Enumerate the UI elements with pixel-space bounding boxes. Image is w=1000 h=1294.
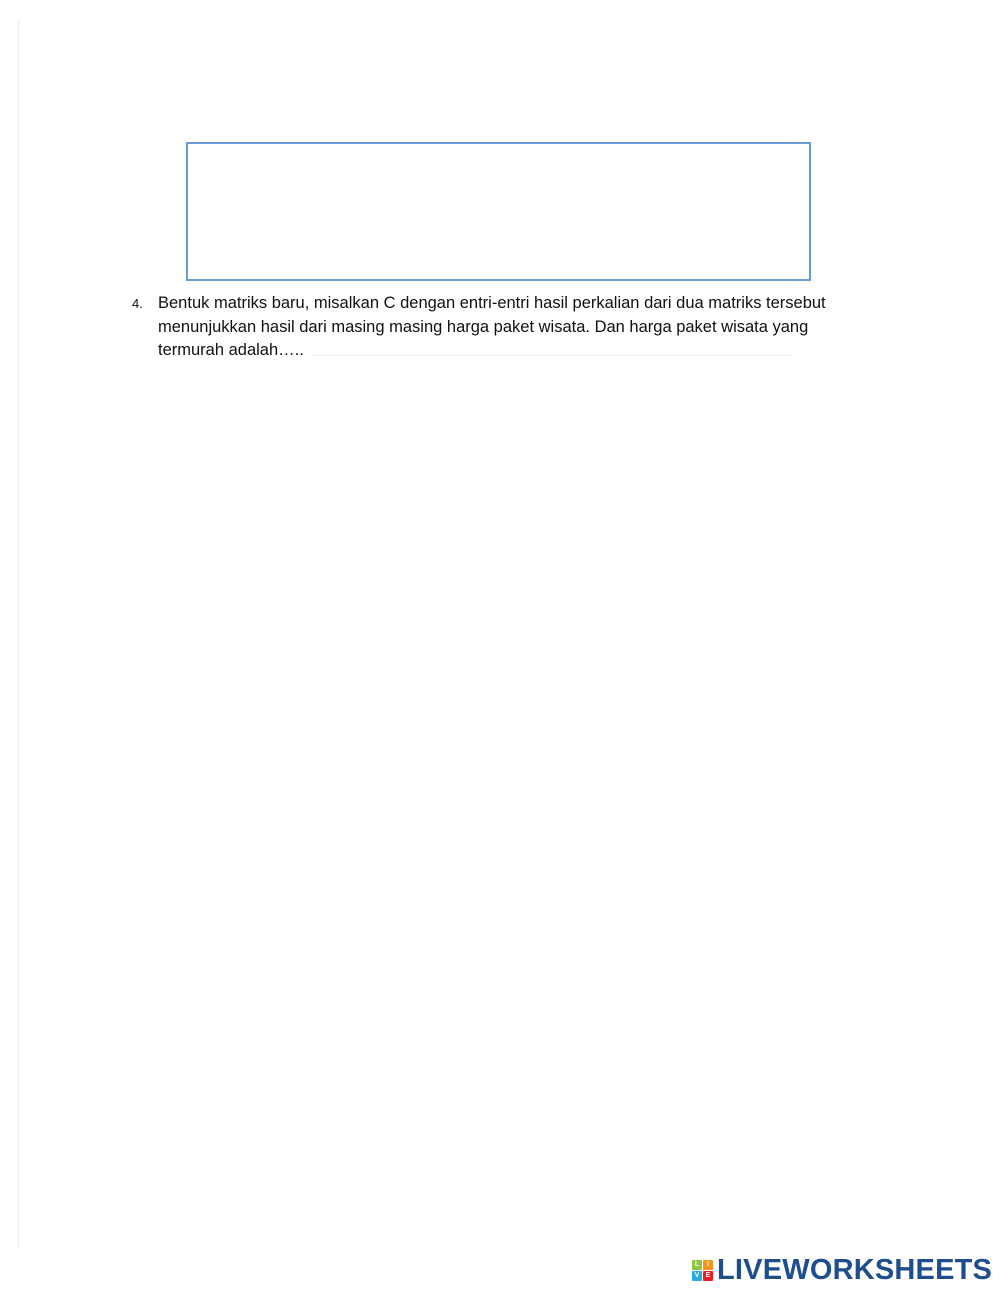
page-margin-rule bbox=[18, 20, 19, 1248]
question-text: Bentuk matriks baru, misalkan C dengan entri-entri hasil perkalian dari dua matriks tersebut menunjukkan hasil dari masing masing harga paket wisata. Dan harga paket wisata yang termurah adalah….. bbox=[158, 294, 826, 359]
answer-input[interactable] bbox=[312, 341, 790, 356]
logo-tiles bbox=[692, 1260, 713, 1281]
question-number: 4. bbox=[132, 296, 143, 311]
liveworksheets-logo bbox=[692, 1255, 992, 1285]
logo-tile-i: I bbox=[703, 1260, 713, 1270]
logo-tile-l: L bbox=[692, 1260, 702, 1270]
logo-wordmark: LIVEWORKSHEETS bbox=[717, 1254, 993, 1286]
logo-tile-v: V bbox=[692, 1271, 702, 1281]
answer-box[interactable] bbox=[186, 142, 811, 281]
logo-tile-e: E bbox=[703, 1271, 713, 1281]
